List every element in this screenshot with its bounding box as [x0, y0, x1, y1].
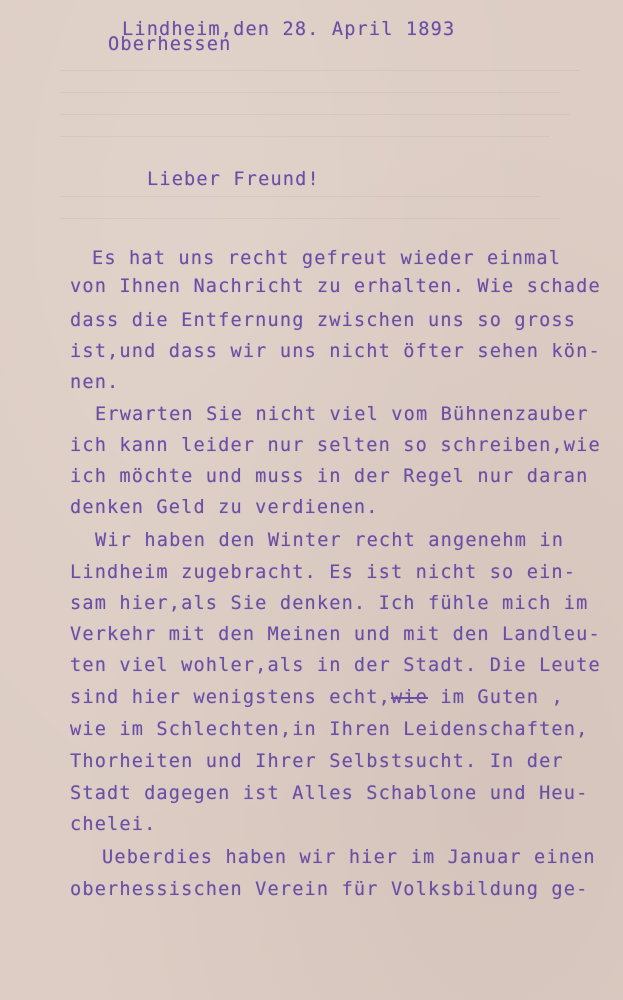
letter-body-line: Ueberdies haben wir hier im Januar einen	[102, 847, 596, 868]
letter-body-line: denken Geld zu verdienen.	[70, 497, 379, 518]
show-through-line	[60, 92, 560, 93]
text-segment: im Guten ,	[428, 687, 564, 708]
letter-body-line: Stadt dagegen ist Alles Schablone und Heu-	[70, 783, 589, 804]
letter-body-line: Wir haben den Winter recht angenehm in	[95, 530, 565, 551]
letter-body-line: ten viel wohler,als in der Stadt. Die Leute	[70, 655, 601, 676]
letter-body-line: wie im Schlechten,in Ihren Leidenschaften,	[70, 719, 589, 740]
letter-body-line: ich möchte und muss in der Regel nur daran	[70, 466, 589, 487]
letter-body-line: Lindheim zugebracht. Es ist nicht so ein-	[70, 562, 577, 583]
text-segment: sind hier wenigstens echt,	[70, 687, 391, 708]
letter-body-line: dass die Entfernung zwischen uns so gross	[70, 310, 577, 331]
letter-body-line: nen.	[70, 372, 120, 393]
letter-salutation: Lieber Freund!	[147, 169, 320, 190]
show-through-line	[60, 70, 580, 71]
letter-region: Oberhessen	[108, 34, 232, 55]
letter-body-line: chelei.	[70, 814, 157, 835]
letter-body-line: von Ihnen Nachricht zu erhalten. Wie schade	[70, 276, 601, 297]
show-through-line	[60, 196, 540, 197]
letter-body-line: Thorheiten und Ihrer Selbstsucht. In der	[70, 751, 564, 772]
letter-body-line: Erwarten Sie nicht viel vom Bühnenzauber	[95, 404, 589, 425]
letter-body-line: oberhessischen Verein für Volksbildung ge-	[70, 879, 589, 900]
show-through-line	[60, 218, 560, 219]
letter-body-line: Es hat uns recht gefreut wieder einmal	[92, 248, 562, 269]
letter-body-line: ich kann leider nur selten so schreiben,wie	[70, 435, 601, 456]
show-through-line	[60, 114, 570, 115]
letter-body-line: sam hier,als Sie denken. Ich fühle mich im	[70, 593, 589, 614]
letter-body-line: Verkehr mit den Meinen und mit den Landleu-	[70, 624, 601, 645]
show-through-line	[60, 136, 550, 137]
letter-body-line-with-strikethrough	[70, 687, 564, 709]
letter-body-line: ist,und dass wir uns nicht öfter sehen kön-	[70, 341, 601, 362]
struck-word: wie	[390, 687, 429, 708]
letter-place-date: Lindheim,den 28. April 1893	[122, 19, 456, 40]
